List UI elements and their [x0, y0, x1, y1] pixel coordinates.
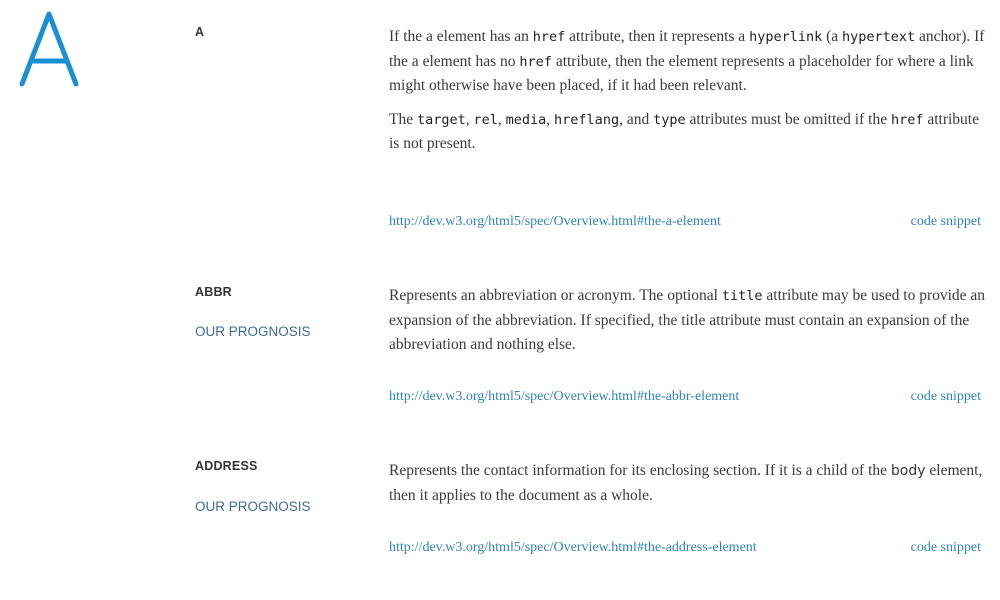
inline-code: type — [653, 111, 686, 128]
inline-code: hreflang — [554, 111, 620, 128]
code-snippet-link[interactable]: code snippet — [910, 389, 981, 404]
tag-name: A — [195, 25, 205, 39]
spec-link[interactable]: http://dev.w3.org/html5/spec/Overview.html#the-abbr-element — [389, 389, 740, 404]
description-paragraph: If the a element has an href attribute, then it represents a hyperlink (a hypertext anchor). If the a element has no href attribute, then the element represents a placeholder for where a link might otherwise have been placed, if it had been relevant. — [389, 28, 985, 94]
description-paragraph: The target, rel, media, hreflang, and type attributes must be omitted if the href attribute is not present. — [389, 110, 979, 152]
our-prognosis-link[interactable]: OUR PROGNOSIS — [195, 324, 311, 339]
inline-term: body — [890, 463, 926, 479]
our-prognosis-link[interactable]: OUR PROGNOSIS — [195, 499, 311, 514]
letter-a-glyph — [18, 10, 80, 90]
code-snippet-link[interactable]: code snippet — [910, 214, 981, 229]
section-letter — [18, 10, 80, 90]
description — [389, 284, 989, 367]
inline-code: target — [416, 111, 466, 128]
tag-name: ABBR — [195, 285, 232, 299]
inline-code: href — [532, 29, 566, 45]
inline-code: rel — [473, 111, 498, 128]
description — [389, 459, 989, 517]
inline-code: title — [721, 288, 763, 304]
description-paragraph: Represents the contact information for its enclosing section. If it is a child of the body element, then it applies to the document as a whole. — [389, 462, 983, 504]
description-paragraph: Represents an abbreviation or acronym. The optional title attribute may be used to provide an expansion of the abbreviation. If specified, the title attribute must contain an expansion of the abbreviation and nothing else. — [389, 287, 986, 353]
spec-link[interactable]: http://dev.w3.org/html5/spec/Overview.html#the-a-element — [389, 214, 721, 229]
spec-link[interactable]: http://dev.w3.org/html5/spec/Overview.html#the-address-element — [389, 540, 757, 555]
tag-name: ADDRESS — [195, 459, 258, 473]
inline-code: hyperlink — [749, 29, 823, 45]
inline-code: hypertext — [842, 29, 916, 45]
inline-code: href — [519, 53, 552, 70]
code-snippet-link[interactable]: code snippet — [910, 540, 981, 555]
description — [389, 25, 989, 166]
inline-code: media — [505, 111, 547, 128]
inline-code: href — [890, 111, 924, 128]
